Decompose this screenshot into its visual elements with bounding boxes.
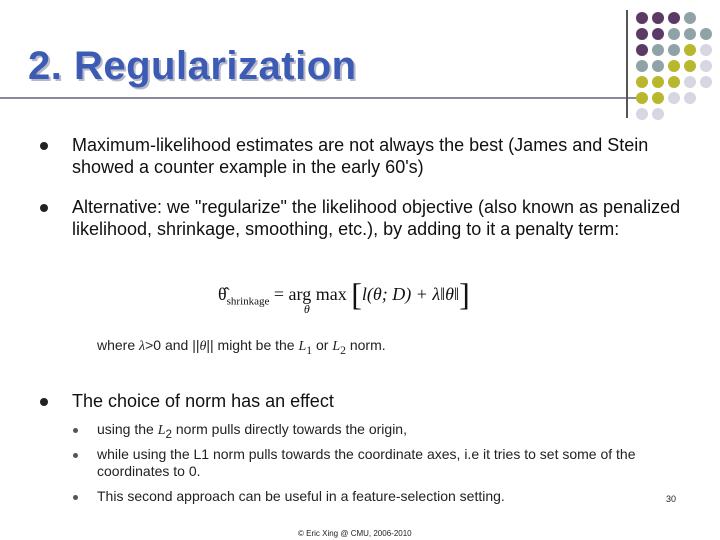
decor-dot: [636, 12, 648, 24]
argmax-label: = arg max: [273, 284, 347, 304]
decor-dot: [636, 60, 648, 72]
equation-lhs: θ̂: [218, 284, 227, 304]
bullet-norm-choice: The choice of norm has an effect: [72, 391, 334, 411]
decor-dot: [652, 76, 664, 88]
theta-symbol: θ: [199, 339, 207, 354]
where-or: or: [312, 337, 333, 353]
argmax-subscript: θ: [303, 302, 310, 316]
decor-dot: [636, 76, 648, 88]
decor-dot: [652, 108, 664, 120]
where-prefix: where: [97, 337, 140, 353]
decor-dot: [636, 44, 648, 56]
bullet-dot: [40, 204, 48, 212]
decor-dot: [700, 76, 712, 88]
l2-symbol: L: [332, 339, 341, 354]
decor-dot: [668, 92, 680, 104]
sub-bullet-dot: [73, 495, 78, 500]
decor-dot: [684, 76, 696, 88]
sub-bullet-l2: [97, 421, 677, 443]
decor-dot: [652, 60, 664, 72]
decor-dot: [700, 60, 712, 72]
equation-argmax: [273, 284, 347, 316]
where-mid1: >0 and ||: [145, 337, 200, 353]
norm-where-line: [97, 337, 386, 357]
decor-dot: [652, 44, 664, 56]
decor-dot: [636, 108, 648, 120]
shrinkage-equation: [218, 276, 470, 316]
decor-dot: [652, 12, 664, 24]
decor-dot: [668, 44, 680, 56]
decor-dot: [668, 76, 680, 88]
left-bracket: [: [351, 276, 362, 312]
l2-suffix: norm pulls directly towards the origin,: [172, 421, 407, 437]
where-suffix: norm.: [345, 337, 386, 353]
sub-bullet-dot: [73, 453, 78, 458]
l1-symbol: L: [298, 339, 307, 354]
footer-copyright: © Eric Xing @ CMU, 2006-2010: [298, 529, 412, 538]
decor-dot: [636, 92, 648, 104]
decor-dot: [684, 92, 696, 104]
slide-number: 30: [666, 494, 677, 504]
l2-prefix: using the: [97, 421, 158, 437]
decor-dot: [668, 28, 680, 40]
sub-bullet-l1: while using the L1 norm pulls towards the coordinate axes, i.e it tries to set some of the coordinates to 0.: [97, 446, 636, 479]
decor-dot: [700, 44, 712, 56]
l2-norm-symbol: L: [157, 423, 166, 438]
l1-subscript: 1: [306, 343, 313, 357]
l2-subscript: 2: [340, 343, 346, 357]
decor-dot: [652, 92, 664, 104]
bullet-dot: [40, 398, 48, 406]
decor-dot: [700, 28, 712, 40]
sub-bullet-dot: [73, 428, 78, 433]
where-mid2: || might be the: [206, 337, 299, 353]
sub-bullet-feature-selection: This second approach can be useful in a feature-selection setting.: [97, 488, 505, 504]
lambda-symbol: λ: [139, 339, 146, 354]
bullet-dot: [40, 142, 48, 150]
decor-dot: [636, 28, 648, 40]
equation-lhs-subscript: shrinkage: [226, 295, 270, 308]
slide-title: 2. Regularization: [28, 44, 357, 88]
right-bracket: ]: [459, 276, 470, 312]
vertical-divider: [626, 10, 628, 118]
bullet-regularize: Alternative: we "regularize" the likelihood objective (also known as penalized likelihood, shrinkage, smoothing, etc.), by adding to it a penalty term:: [72, 197, 681, 239]
decor-dot: [668, 12, 680, 24]
l2-norm-subscript: 2: [165, 427, 172, 441]
decor-dot: [684, 12, 696, 24]
decor-dot: [684, 28, 696, 40]
decor-dot: [668, 60, 680, 72]
bullet-ml-estimates: Maximum-likelihood estimates are not always the best (James and Stein showed a counter example in the early 60's): [72, 135, 649, 177]
equation-body: l(θ; D) + λ‖θ‖: [361, 284, 460, 304]
decor-dot: [652, 28, 664, 40]
title-divider: [0, 97, 640, 99]
decor-dot: [684, 60, 696, 72]
decor-dot: [684, 44, 696, 56]
